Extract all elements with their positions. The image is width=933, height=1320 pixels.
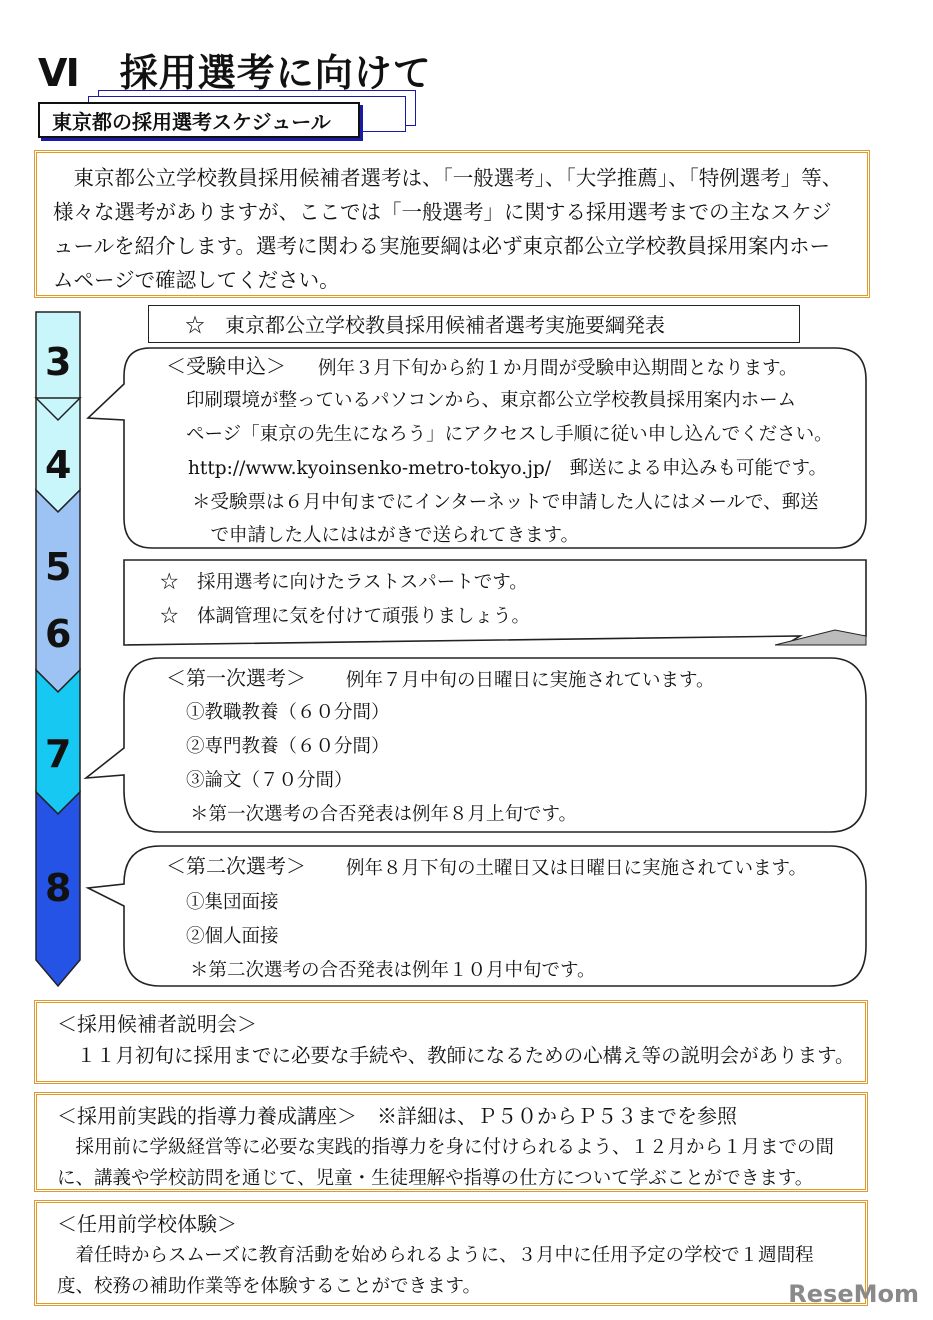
month-label: 3	[45, 340, 72, 384]
page-title: Ⅵ 採用選考に向けて	[38, 51, 432, 95]
first-exam-line: ＊第一次選考の合否発表は例年８月上旬です。	[190, 804, 578, 825]
first-exam-line: ②専門教養（６０分間）	[186, 736, 390, 757]
application-line: 印刷環境が整っているパソコンから、東京都公立学校教員採用案内ホーム	[186, 390, 797, 411]
month-label: 7	[45, 732, 72, 776]
watermark-logo: ReseMom	[788, 1280, 919, 1308]
month-label: 4	[45, 443, 72, 487]
training-header: ＜採用前実践的指導力養成講座＞ ※詳細は、Ｐ５０からＰ５３までを参照	[57, 1104, 737, 1128]
application-line: で申請した人にははがきで送られてきます。	[192, 525, 580, 546]
announcement-band: ☆ 東京都公立学校教員採用候補者選考実施要綱発表	[148, 305, 800, 343]
second-exam-line: ②個人面接	[186, 926, 279, 947]
second-exam-line: ①集団面接	[186, 892, 279, 913]
application-header: ＜受験申込＞	[166, 354, 286, 378]
school-experience-box	[34, 1200, 868, 1306]
school-experience-line: 度、校務の補助作業等を体験することができます。	[57, 1276, 482, 1297]
application-line: ＊受験票は６月中旬までにインターネットで申請した人にはメールで、郵送	[192, 492, 819, 513]
application-url-line: http://www.kyoinsenko-metro-tokyo.jp/ 郵送による申込みも可能です。	[188, 458, 828, 479]
first-exam-line: ③論文（７０分間）	[186, 770, 353, 791]
intro-line: ムページで確認してください。	[53, 268, 340, 292]
month-label: 8	[45, 866, 72, 910]
school-experience-header: ＜任用前学校体験＞	[57, 1212, 237, 1236]
school-experience-line: 着任時からスムーズに教育活動を始められるように、３月中に任用予定の学校で１週間程	[57, 1245, 814, 1266]
month-arrow-5-6	[36, 490, 80, 692]
last-spurt-line: ☆ 体調管理に気を付けて頑張りましょう。	[160, 606, 531, 627]
application-note: 例年３月下旬から約１か月間が受験申込期間となります。	[318, 358, 798, 379]
intro-line: ュールを紹介します。選考に関わる実施要綱は必ず東京都公立学校教員採用案内ホー	[53, 234, 830, 258]
second-exam-line: ＊第二次選考の合否発表は例年１０月中旬です。	[190, 960, 596, 981]
briefing-line: １１月初旬に採用までに必要な手続や、教師になるための心構え等の説明会があります。	[57, 1044, 855, 1067]
second-exam-header: ＜第二次選考＞	[166, 854, 306, 878]
subtitle: 東京都の採用選考スケジュール	[38, 102, 360, 138]
training-line: に、講義や学校訪問を通じて、児童・生徒理解や指導の仕方について学ぶことができます。	[57, 1168, 814, 1189]
briefing-box	[34, 1000, 868, 1084]
second-exam-note: 例年８月下旬の土曜日又は日曜日に実施されています。	[346, 858, 808, 879]
month-label: 5	[45, 545, 72, 589]
first-exam-header: ＜第一次選考＞	[166, 666, 306, 690]
first-exam-line: ①教職教養（６０分間）	[186, 702, 390, 723]
last-spurt-line: ☆ 採用選考に向けたラストスパートです。	[160, 572, 528, 593]
training-line: 採用前に学級経営等に必要な実践的指導力を身に付けられるよう、１２月から１月までの間	[57, 1137, 835, 1158]
intro-line: 東京都公立学校教員採用候補者選考は、「一般選考」、「大学推薦」、「特例選考」等、	[53, 166, 843, 190]
application-line: ページ「東京の先生になろう」にアクセスし手順に従い申し込んでください。	[186, 424, 833, 445]
briefing-header: ＜採用候補者説明会＞	[57, 1012, 257, 1036]
training-box	[34, 1092, 868, 1192]
intro-line: 様々な選考がありますが、ここでは「一般選考」に関する採用選考までの主なスケジ	[53, 200, 832, 224]
month-label: 6	[45, 612, 72, 656]
first-exam-note: 例年７月中旬の日曜日に実施されています。	[346, 670, 715, 691]
